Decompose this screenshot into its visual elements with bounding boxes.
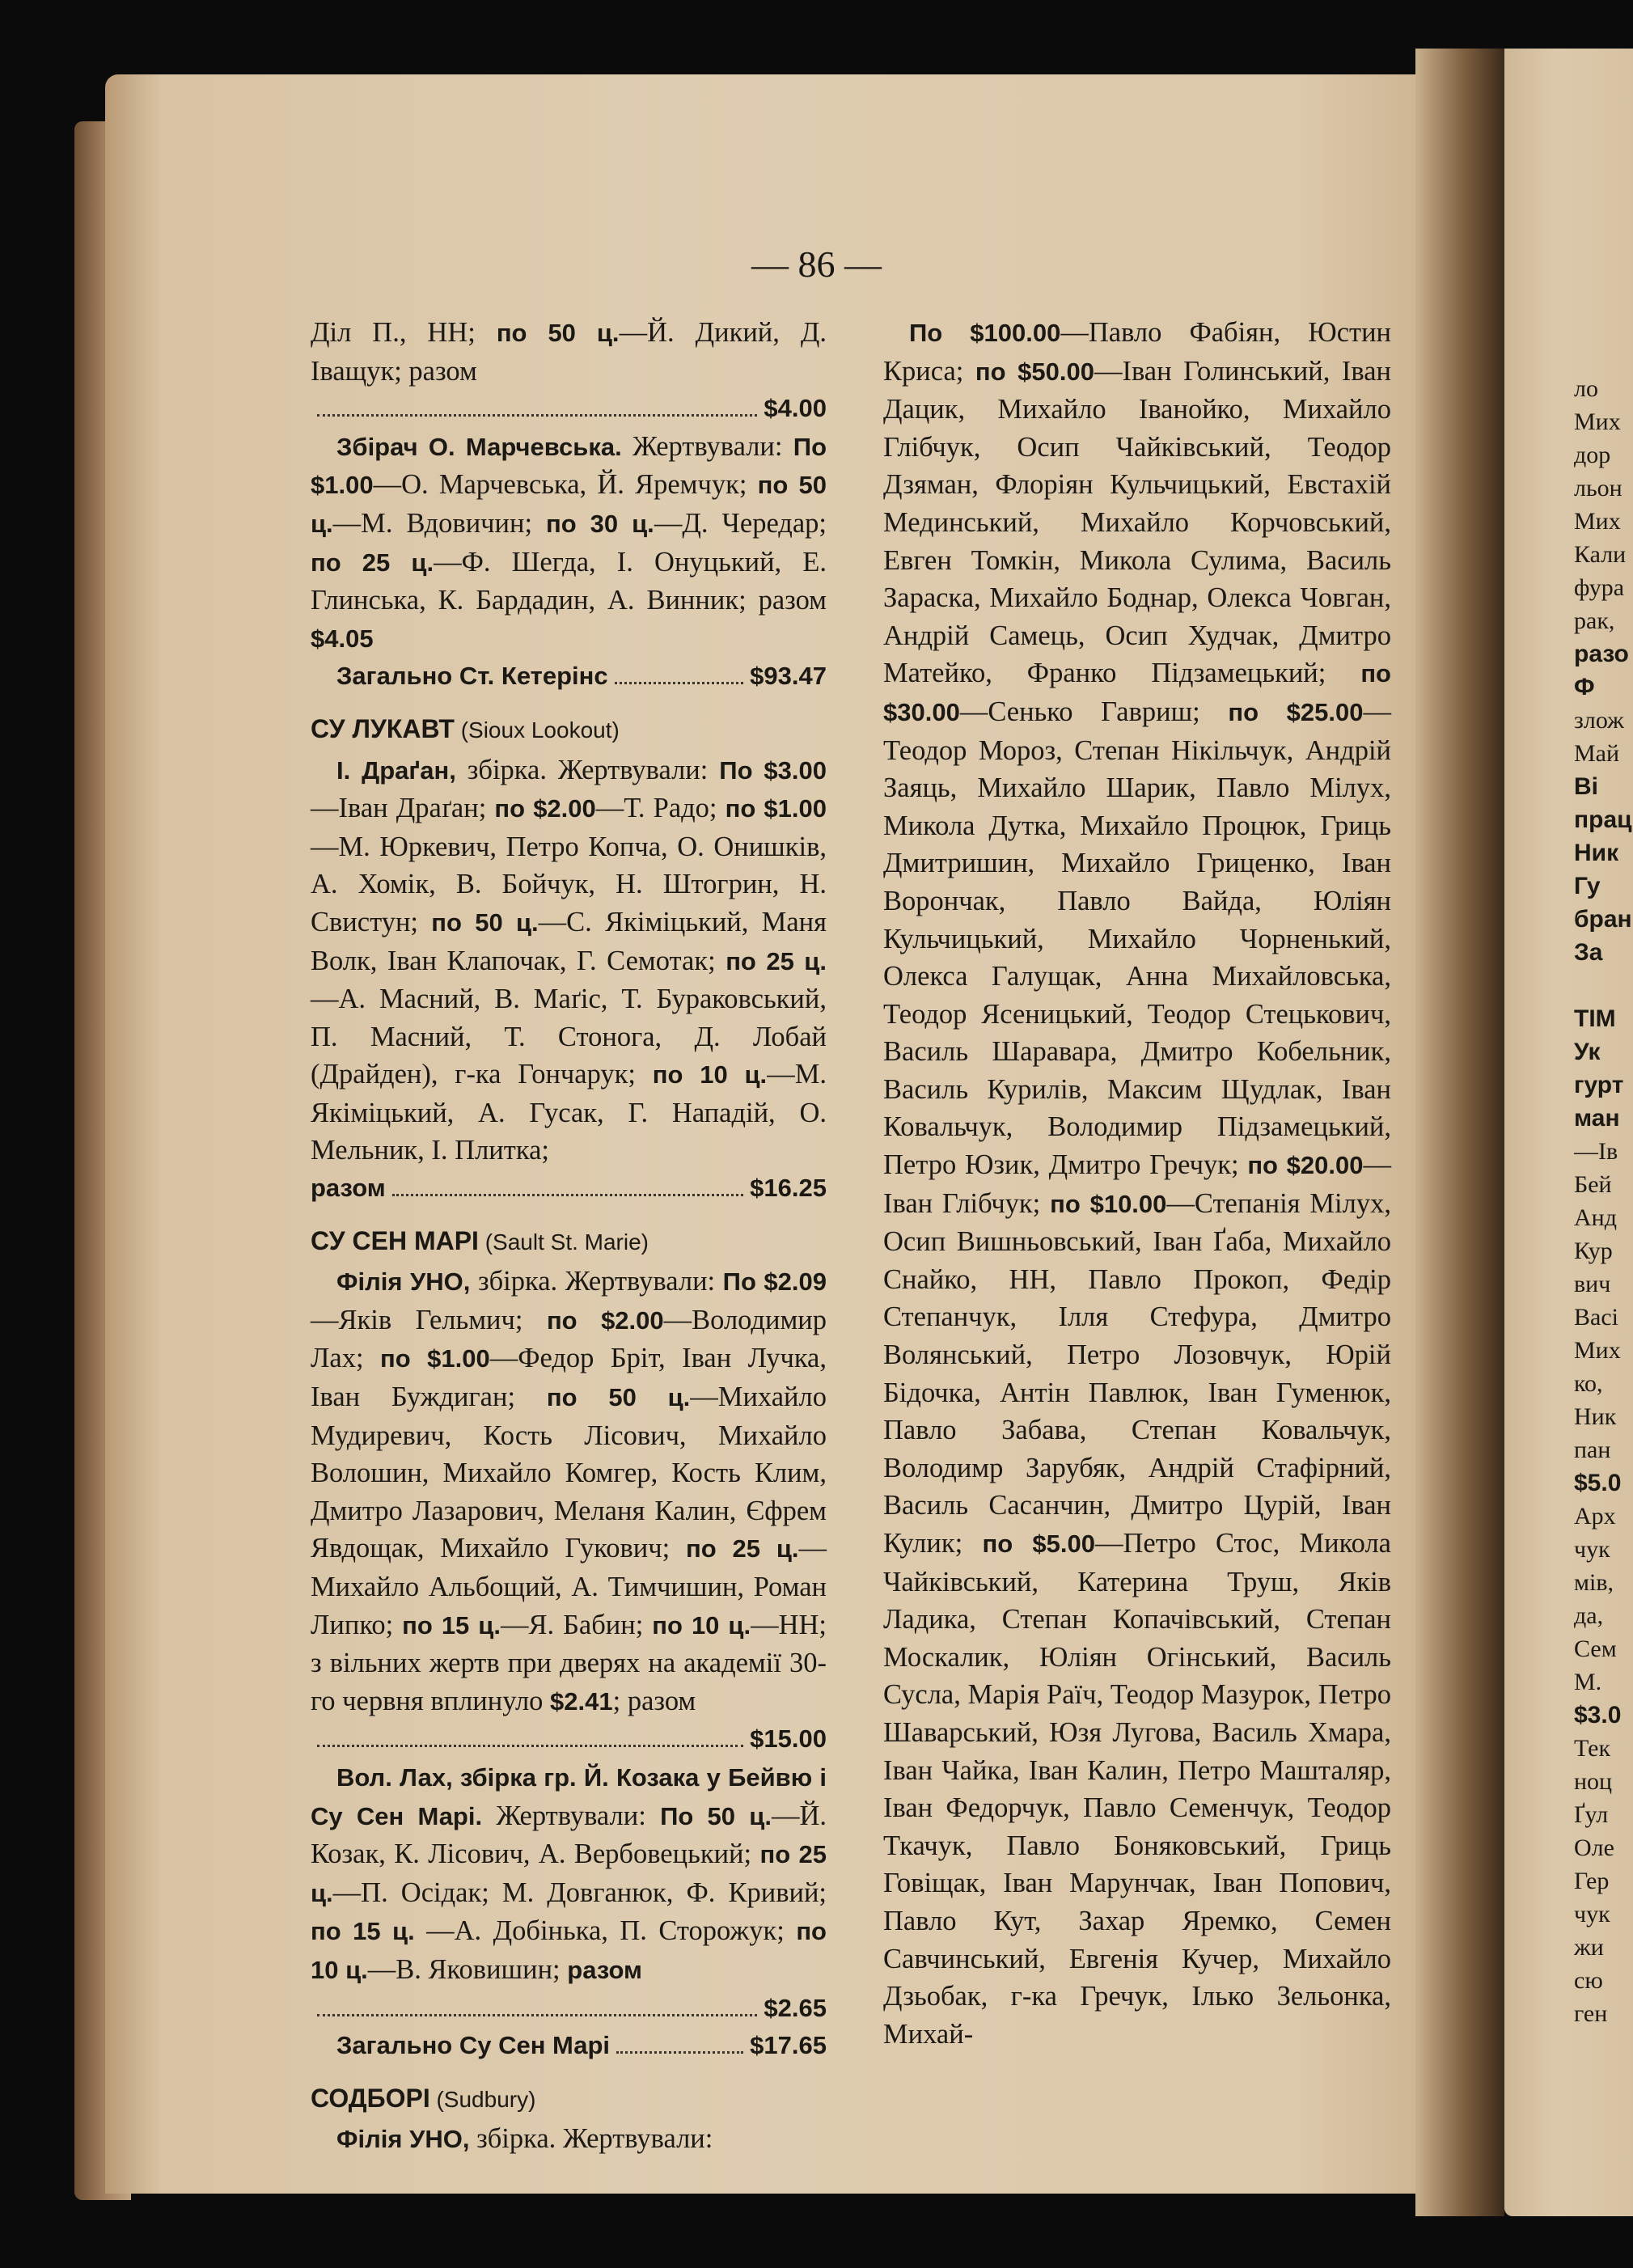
next-page-fragment: Мих xyxy=(1574,508,1621,535)
next-page-fragment: Мих xyxy=(1574,408,1621,435)
total-amount: $93.47 xyxy=(750,662,827,691)
next-page-fragment: пан xyxy=(1574,1437,1611,1463)
leader-dots xyxy=(392,1194,744,1196)
leader-dots xyxy=(616,2051,743,2054)
donation-entry: Філія УНО, збірка. Жертвували: По $2.09—Яків Гельмич; по $2.00—Володимир Лах; по $1.00—Федор Бріт, Іван Лучка, Іван Буждиган; по 50 ц.—Михайло Мудиревич, Кость Лісович, Михайло Волошин, Михайло Комгер, Кость Клим, Дмитро Лазарович, Меланя Калин, Єфрем Явдощак, Михайло Гукович; по 25 ц.—Михайло Альбощий, А. Тимчишин, Роман Липко; по 15 ц.—Я. Бабин; по 10 ц.—НН; з вільних жертв при дверях на академії 30-го червня вплинуло $2.41; разом xyxy=(311,1266,827,1716)
total-line xyxy=(311,2027,827,2065)
next-page-fragment: Гу xyxy=(1574,873,1601,899)
total-amount: $17.65 xyxy=(750,2031,827,2060)
next-page-fragment: чук xyxy=(1574,1901,1610,1927)
donation-entry: Вол. Лах, збірка гр. Й. Козака у Бейвю і Су Сен Марі. Жертвували: По 50 ц.—Й. Козак, К. Лісович, А. Вербовецький; по 25 ц.—П. Осідак; М. Довганюк, Ф. Кривий; по 15 ц. —А. Добінька, П. Сторожук; по 10 ц.—В. Яковишин; разом xyxy=(311,1762,827,1985)
section-heading xyxy=(311,710,827,750)
next-page-fragment: ТІМ xyxy=(1574,1005,1616,1032)
leader-dots xyxy=(317,2014,757,2016)
section-heading xyxy=(311,1222,827,1262)
right-text-column xyxy=(883,314,1391,2053)
next-page-fragment: ген xyxy=(1574,2000,1608,2027)
section-heading-title: СУ СЕН МАРІ xyxy=(311,1225,479,1255)
leader-dots xyxy=(317,1745,743,1747)
next-page-fragment: Гер xyxy=(1574,1868,1610,1894)
section-heading-latin: (Sioux Lookout) xyxy=(454,717,620,743)
total-amount: $2.65 xyxy=(764,1993,827,2022)
next-page-fragment: Васі xyxy=(1574,1304,1618,1331)
next-page-fragment: Сем xyxy=(1574,1635,1617,1662)
next-page-fragment: гурт xyxy=(1574,1072,1624,1098)
next-page-fragment: вич xyxy=(1574,1271,1611,1297)
section-heading-title: СУ ЛУКАВТ xyxy=(311,713,455,743)
next-page-fragment: За xyxy=(1574,939,1603,966)
next-page-fragment: Кур xyxy=(1574,1238,1613,1264)
book-gutter xyxy=(1415,49,1504,2216)
next-page-fragment: Кали xyxy=(1574,541,1627,568)
next-page-fragment: да, xyxy=(1574,1602,1604,1629)
next-page-fragment: фура xyxy=(1574,574,1625,601)
next-page-fragment: злож xyxy=(1574,707,1624,734)
next-page-fragment: льон xyxy=(1574,475,1622,501)
page-number: — 86 — xyxy=(751,243,882,285)
total-line xyxy=(311,658,827,696)
next-page-fragment: Май xyxy=(1574,740,1620,767)
next-page-fragment: Ник xyxy=(1574,1403,1617,1430)
next-page-fragment: Тек xyxy=(1574,1735,1611,1762)
next-page-fragment: бран xyxy=(1574,906,1632,933)
next-page-fragment: жи xyxy=(1574,1934,1604,1961)
next-page-fragment: ло xyxy=(1574,375,1598,402)
text-line: Діл П., НН; по 50 ц.—Й. Дикий, Д. Іващук; разом xyxy=(311,317,827,387)
total-amount: $16.25 xyxy=(750,1174,827,1203)
section-heading-latin: (Sault St. Marie) xyxy=(478,1229,649,1255)
left-text-column xyxy=(311,314,827,2159)
next-page-fragment: ноц xyxy=(1574,1768,1613,1795)
next-page-fragment: Арх xyxy=(1574,1503,1616,1530)
total-label: Загально Су Сен Марі xyxy=(336,2031,611,2060)
next-page-fragment: Мих xyxy=(1574,1337,1621,1364)
next-page-fragment: ман xyxy=(1574,1105,1620,1132)
total-amount: $4.00 xyxy=(764,394,827,423)
next-page-fragment: Анд xyxy=(1574,1204,1617,1231)
leader-dots xyxy=(615,682,744,684)
next-page-fragment xyxy=(1574,969,1633,1002)
next-page-fragment: разо xyxy=(1574,641,1629,667)
next-page-fragment: Ник xyxy=(1574,840,1619,866)
sudbury-donor-list: По $100.00—Павло Фабіян, Юстин Криса; по $50.00—Іван Голинський, Іван Дацик, Михайло Іванойко, Михайло Глібчук, Осип Чайківський, Теодор Дзяман, Флоріян Кульчицький, Евстахій Мединський, Михайло Корчовський, Евген Томкін, Микола Сулима, Василь Зараска, Михайло Боднар, Олекса Човган, Андрій Самець, Осип Худчак, Дмитро Матейко, Франко Підзамецький; по $30.00—Сенько Гавриш; по $25.00—Теодор Мороз, Степан Нікільчук, Андрій Заяць, Михайло Шарик, Павло Мілух, Микола Дутка, Михайло Процюк, Гриць Дмитришин, Михайло Гриценко, Іван Ворончак, Павло Вайда, Юліян Кульчицький, Михайло Чорненький, Олекса Галущак, Анна Михайловська, Теодор Ясеницький, Теодор Стецькович, Василь Шаравара, Дмитро Кобельник, Василь Курилів, Максим Щудлак, Іван Ковальчук, Володимир Підзамецький, Петро Юзик, Дмитро Гречук; по $20.00—Іван Глібчук; по $10.00—Степанія Мілух, Осип Вишньовський, Іван Ґаба, Михайло Снайко, НН, Павло Прокоп, Федір Степанчук, Ілля Стефура, Дмитро Волянський, Петро Лозовчук, Юрій Бідочка, Антін Павлюк, Іван Гуменюк, Павло Забава, Степан Ковальчук, Володимр Зарубяк, Андрій Стафірний, Василь Сасанчин, Дмитро Цурій, Іван Кулик; по $5.00—Петро Стос, Микола Чайківський, Катерина Труш, Яків Ладика, Степан Копачівський, Степан Москалик, Юліян Огінський, Василь Сусла, Марія Раїч, Теодор Мазурок, Петро Шаварський, Юзя Лугова, Василь Хмара, Іван Чайка, Іван Калин, Петро Машталяр, Іван Федорчук, Павло Семенчук, Теодор Ткачук, Павло Боняковський, Гриць Говіщак, Іван Марунчак, Іван Попович, Павло Кут, Захар Яремко, Семен Савчинський, Евгенія Кучер, Михайло Дзьобак, г-ка Гречук, Ілько Зельонка, Михай- xyxy=(883,317,1392,2050)
leader-dots xyxy=(317,414,757,417)
donation-entry: Збірач О. Марчевська. Жертвували: По $1.00—О. Марчевська, Й. Яремчук; по 50 ц.—М. Вдовичин; по 30 ц.—Д. Чередар; по 25 ц.—Ф. Шегда, І. Онуцький, Е. Глинська, К. Бардадин, А. Винник; разом $4.05 xyxy=(311,430,827,653)
next-page-fragment: Ґул xyxy=(1574,1801,1609,1828)
section-heading-latin: (Sudbury) xyxy=(429,2086,536,2112)
next-page-fragment: Ук xyxy=(1574,1039,1601,1065)
total-amount: $15.00 xyxy=(750,1724,827,1754)
next-page-fragment: сю xyxy=(1574,1967,1603,1994)
next-page-fragment: М. xyxy=(1574,1669,1602,1695)
donation-entry: Філія УНО, збірка. Жертвували: xyxy=(336,2123,713,2155)
next-page-text-fragments xyxy=(1574,372,1633,2030)
donation-entry: І. Драґан, збірка. Жертвували: По $3.00—Іван Драґан; по $2.00—Т. Радо; по $1.00—М. Юркевич, Петро Копча, О. Онишків, А. Хомік, В. Бойчук, Н. Штогрин, Н. Свистун; по 50 ц.—С. Якіміцький, Маня Волк, Іван Клапочак, Г. Семотак; по 25 ц.—А. Масний, В. Маґіс, Т. Бураковський, П. Масний, Т. Стонога, Д. Лобай (Драйден), г-ка Гончарук; по 10 ц.—М. Якіміцький, А. Гусак, Г. Нападій, О. Мельник, І. Плитка; xyxy=(311,754,827,1166)
next-page-fragment: дор xyxy=(1574,442,1611,468)
next-page-fragment: рак, xyxy=(1574,607,1615,634)
total-line xyxy=(311,1720,827,1758)
next-page-fragment: $5.0 xyxy=(1574,1470,1622,1496)
next-page-fragment: чук xyxy=(1574,1536,1610,1563)
next-page-fragment: прац xyxy=(1574,806,1632,833)
next-page-fragment: —Ів xyxy=(1574,1138,1618,1165)
next-page-fragment: Оле xyxy=(1574,1834,1614,1861)
next-page-fragment: Бей xyxy=(1574,1171,1612,1198)
next-page-fragment: $3.0 xyxy=(1574,1702,1622,1729)
next-page-fragment: ко, xyxy=(1574,1370,1603,1397)
total-line xyxy=(311,1170,827,1208)
next-page-fragment: Ф xyxy=(1574,674,1595,700)
total-label: Загально Ст. Кетерінс xyxy=(336,662,608,691)
next-page-fragment: Ві xyxy=(1574,773,1598,800)
section-heading xyxy=(311,2080,827,2119)
total-label: разом xyxy=(311,1174,386,1203)
total-line xyxy=(311,1990,827,2028)
total-line xyxy=(311,390,827,428)
next-page-fragment: мів, xyxy=(1574,1569,1614,1596)
section-heading-title: СОДБОРІ xyxy=(311,2083,430,2113)
